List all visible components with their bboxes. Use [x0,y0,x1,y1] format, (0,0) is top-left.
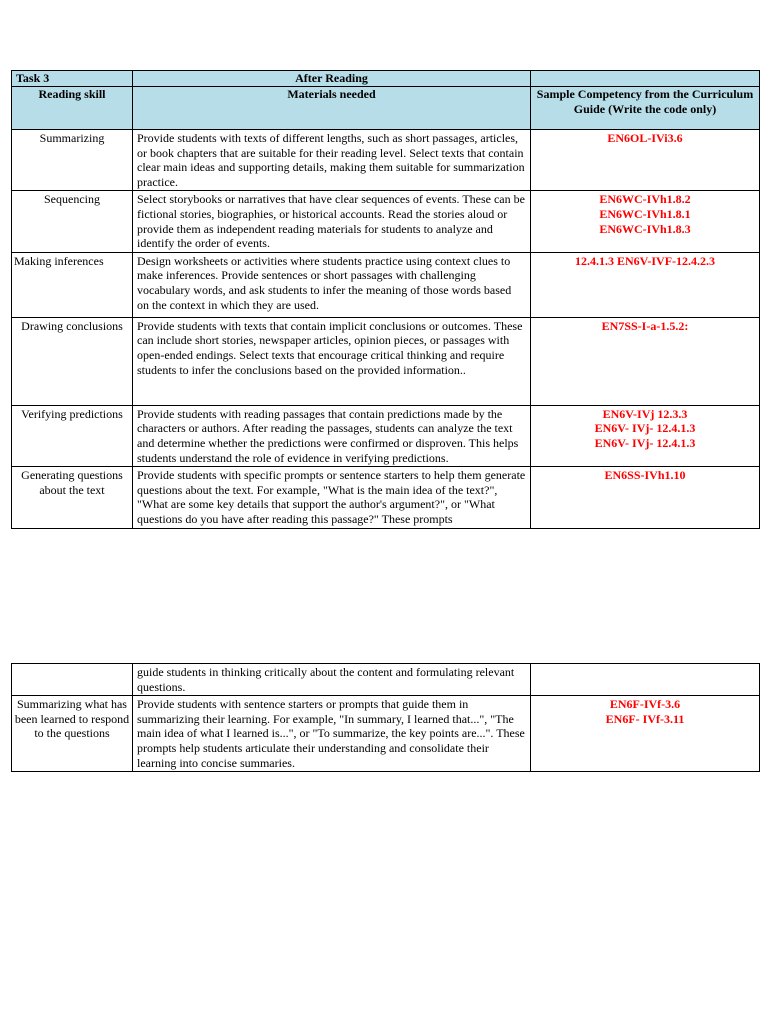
reading-skill-cell [12,664,133,696]
competency-code: EN6WC-IVh1.8.3 [599,221,691,236]
competency-code: EN6OL-IVi3.6 [607,131,683,145]
competency-code: EN7SS-I-a-1.5.2: [601,318,689,333]
competency-code-cell [531,130,760,191]
competency-code-cell [531,405,760,466]
table-row [12,696,760,772]
table-row [12,664,760,696]
competency-code: EN6WC-IVh1.8.1 [599,206,691,221]
competency-code-cell [531,664,760,696]
table-row [12,405,760,466]
table-row [12,467,760,528]
materials-cell: guide students in thinking critically about the content and formulating relevant questions. [133,664,531,696]
table-row [12,252,760,317]
competency-code: EN6V-IVj 12.3.3 [602,406,688,421]
header-sample-competency: Sample Competency from the Curriculum Guide (Write the code only) [531,87,760,130]
header-materials-needed: Materials needed [133,87,531,130]
task-label: Task 3 [12,71,133,87]
after-reading-table [11,70,760,529]
table-row [12,130,760,191]
table-row [12,191,760,252]
header-reading-skill: Reading skill [12,87,133,130]
materials-cell: Provide students with texts that contain implicit conclusions or outcomes. These can include short stories, newspaper articles, opinion pieces, or passages with open-ended endings. Select texts that encourage critical thinking and require students to infer the conclusions based on the provided information.. [133,317,531,405]
reading-skill-cell: Making inferences [12,252,133,317]
competency-code-cell [531,317,760,405]
materials-cell: Select storybooks or narratives that have clear sequences of events. These can be fictional stories, biographies, or historical accounts. Read the stories aloud or provide them as independent reading materials for students to analyze and identify the order of events. [133,191,531,252]
competency-code: EN6F-IVf-3.6 [609,697,681,712]
title-row [12,71,760,87]
reading-skill-cell: Generating questions about the text [12,467,133,528]
reading-skill-cell: Sequencing [12,191,133,252]
reading-skill-cell: Drawing conclusions [12,317,133,405]
materials-cell: Provide students with specific prompts or sentence starters to help them generate questions about the text. For example, "What is the main idea of the text?", "What are some key details that support the author's argument?", or "What questions do you have after reading this passage?" These prompts [133,467,531,528]
competency-code-cell [531,467,760,528]
competency-code: EN6F- IVf-3.11 [605,711,685,726]
reading-skill-cell: Summarizing what has been learned to respond to the questions [12,696,133,772]
after-reading-table-continued [11,663,760,772]
header-row [12,87,760,130]
section-title: After Reading [133,71,531,87]
competency-code: EN6WC-IVh1.8.2 [599,192,691,207]
table-row [12,317,760,405]
competency-code-cell [531,191,760,252]
competency-code-cell [531,252,760,317]
materials-cell: Provide students with reading passages that contain predictions made by the characters or authors. After reading the passages, students can analyze the text and determine whether the predictions were confirmed or disproven. This helps students understand the role of evidence in verifying predictions. [133,405,531,466]
materials-cell: Provide students with sentence starters or prompts that guide them in summarizing their learning. For example, "In summary, I learned that...", "The main idea of what I learned is...", or "To summarize, the key points are...". These prompts help students articulate their understanding and consolidate their learning into concise summaries. [133,696,531,772]
materials-cell: Provide students with texts of different lengths, such as short passages, articles, or book chapters that are suitable for their reading level. Select texts that contain clear main ideas and supporting details, making them suitable for summarization practice. [133,130,531,191]
competency-code: 12.4.1.3 EN6V-IVF-12.4.2.3 [574,253,716,268]
title-row-empty-cell [531,71,760,87]
competency-code: EN6SS-IVh1.10 [604,468,686,483]
materials-cell: Design worksheets or activities where students practice using context clues to make inferences. Provide sentences or short passages with challenging vocabulary words, and ask students to infer the meaning of those words based on the context in which they are used. [133,252,531,317]
competency-code: EN6V- IVj- 12.4.1.3 [594,435,696,450]
competency-code-cell [531,696,760,772]
competency-code: EN6V- IVj- 12.4.1.3 [594,421,696,436]
reading-skill-cell: Verifying predictions [12,405,133,466]
reading-skill-cell: Summarizing [12,130,133,191]
